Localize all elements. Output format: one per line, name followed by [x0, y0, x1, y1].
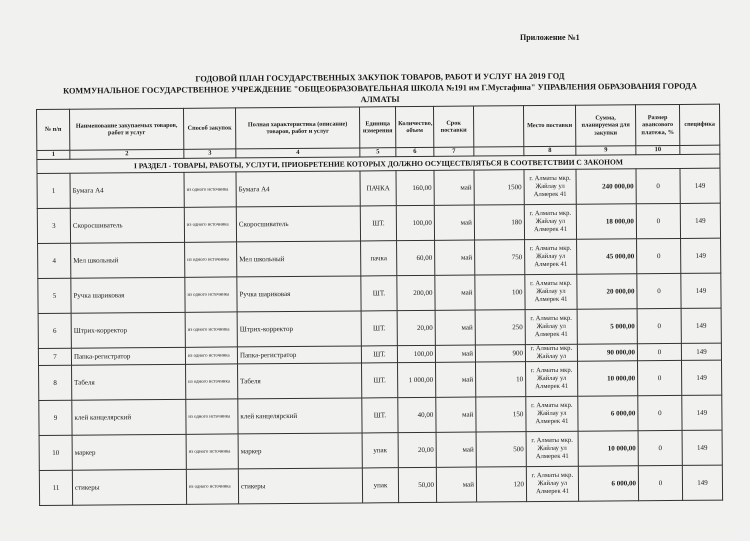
quantity: 100,00	[397, 345, 435, 362]
column-number: 3	[184, 149, 236, 158]
unit-of-measure: ШТ.	[362, 363, 398, 398]
planned-sum: 6 000,00	[578, 396, 638, 431]
procurement-method: из одного источника	[184, 172, 236, 207]
item-description: Ручка шариковая	[237, 276, 361, 312]
table-row	[39, 360, 722, 400]
col-header: Полная характеристика (описание) товаров, работ и услуг	[235, 107, 359, 149]
specifics-code: 149	[681, 273, 721, 308]
document-title	[40, 69, 720, 107]
quantity: 20,00	[397, 310, 435, 345]
appendix-label: Приложение №1	[520, 33, 580, 42]
unit-of-measure: ШТ.	[362, 398, 398, 433]
item-description: маркер	[238, 433, 362, 469]
row-number: 8	[39, 365, 72, 400]
item-description: Мел школьный	[237, 241, 361, 277]
column-number: 10	[636, 145, 680, 154]
delivery-place: г. Алматы мкр. Жайлау ул	[525, 344, 577, 361]
column-number: 9	[576, 146, 636, 155]
delivery-term: май	[436, 362, 476, 397]
item-description: Папка-регистратор	[237, 346, 361, 364]
procurement-method: из одного источника	[185, 277, 237, 312]
specifics-code: 149	[680, 168, 720, 203]
col-header: Место поставки	[523, 105, 575, 146]
delivery-place: г. Алматы мкр. Жайлау ул Алмерек 41	[525, 361, 577, 396]
delivery-place: г. Алматы мкр. Жайлау ул Алмерек 41	[526, 466, 578, 501]
item-description: Скоросшиватель	[236, 206, 360, 242]
column-number: 8	[524, 146, 576, 155]
row-number: 9	[39, 400, 72, 435]
col-header: Единица измерения	[359, 107, 395, 148]
item-name: Табеля	[72, 364, 186, 400]
advance-payment: 0	[638, 430, 682, 465]
col-header: Наименование закупаемых товаров, работ и услуг	[70, 108, 184, 150]
procurement-method: из одного источника	[186, 469, 238, 504]
planned-sum: 240 000,00	[576, 169, 636, 204]
col-header: Сумма, планируемая для закупки	[575, 105, 635, 146]
table-row	[39, 395, 722, 435]
quantity: 20,00	[398, 432, 436, 467]
column-number: 7	[434, 147, 474, 156]
quantity: 200,00	[397, 275, 435, 310]
unit-price: 750	[475, 240, 525, 275]
unit-of-measure: упак	[362, 433, 398, 468]
quantity: 50,00	[398, 467, 436, 502]
unit-price: 150	[476, 397, 526, 432]
procurement-method: из одного источника	[185, 242, 237, 277]
advance-payment: 0	[637, 360, 681, 395]
column-number: 1	[37, 150, 70, 159]
row-number: 11	[39, 470, 72, 505]
item-name: маркер	[72, 434, 186, 470]
delivery-term: май	[435, 275, 475, 310]
procurement-method: из одного источника	[186, 364, 238, 399]
row-number: 4	[38, 243, 71, 278]
unit-of-measure: ПАЧКА	[360, 171, 396, 206]
table-header-row	[37, 104, 720, 150]
delivery-place: г. Алматы мкр. Жайлау ул Алмерек 41	[525, 309, 577, 344]
specifics-code: 149	[682, 395, 722, 430]
planned-sum: 5 000,00	[577, 309, 637, 344]
table-row	[39, 465, 722, 505]
col-header: Количество, объем	[395, 106, 433, 147]
item-name: Бумага А4	[70, 172, 184, 208]
unit-price: 10	[476, 362, 526, 397]
item-name: Ручка шариковая	[71, 277, 185, 313]
row-number: 5	[38, 278, 71, 313]
delivery-term: май	[434, 205, 474, 240]
column-number: 2	[70, 149, 184, 159]
delivery-term: май	[435, 310, 475, 345]
table-row	[38, 238, 721, 278]
unit-price: 250	[475, 310, 525, 345]
row-number: 3	[37, 208, 70, 243]
unit-of-measure: упак	[362, 468, 398, 503]
specifics-code: 149	[682, 430, 722, 465]
delivery-place: г. Алматы мкр. Жайлау ул Алмерек 41	[524, 169, 576, 204]
title-line: КОММУНАЛЬНОЕ ГОСУДАРСТВЕННОЕ УЧРЕЖДЕНИЕ "ОБЩЕОБРАЗОВАТЕЛЬНАЯ ШКОЛА №191 им Г.Мустафина" УПРАВЛЕНИЯ ОБРАЗОВАНИЯ ГОРОДА	[63, 81, 697, 96]
quantity: 60,00	[397, 240, 435, 275]
delivery-place: г. Алматы мкр. Жайлау ул Алмерек 41	[526, 431, 578, 466]
delivery-term: май	[436, 397, 476, 432]
unit-of-measure: пачка	[361, 241, 397, 276]
advance-payment: 0	[638, 465, 682, 500]
procurement-method: из одного источника	[186, 434, 238, 469]
specifics-code: 149	[681, 238, 721, 273]
col-header: Размер авансового платежа, %	[635, 104, 679, 145]
item-name: Штрих-корректор	[71, 312, 185, 348]
delivery-place: г. Алматы мкр. Жайлау ул Алмерек 41	[525, 274, 577, 309]
delivery-place: г. Алматы мкр. Жайлау ул Алмерек 41	[525, 239, 577, 274]
advance-payment: 0	[637, 273, 681, 308]
delivery-place: г. Алматы мкр. Жайлау ул Алмерек 41	[526, 396, 578, 431]
item-description: клей канцелярский	[238, 398, 362, 434]
planned-sum: 90 000,00	[577, 344, 637, 361]
unit-price: 1500	[474, 170, 524, 205]
column-number: 5	[360, 148, 396, 157]
col-header	[473, 106, 523, 147]
unit-price: 120	[476, 467, 526, 502]
unit-price: 100	[475, 275, 525, 310]
item-description: Штрих-корректор	[237, 311, 361, 347]
advance-payment: 0	[637, 343, 681, 360]
column-number	[474, 147, 524, 156]
title-line: ГОДОВОЙ ПЛАН ГОСУДАРСТВЕННЫХ ЗАКУПОК ТОВАРОВ, РАБОТ И УСЛУГ НА 2019 ГОД	[195, 71, 565, 84]
quantity: 1 000,00	[398, 362, 436, 397]
specifics-code: 149	[682, 465, 722, 500]
specifics-code: 149	[681, 343, 721, 360]
row-number: 1	[37, 173, 70, 208]
unit-of-measure: ШТ.	[361, 311, 397, 346]
specifics-code: 149	[680, 203, 720, 238]
unit-price: 900	[475, 345, 525, 362]
planned-sum: 20 000,00	[577, 274, 637, 309]
col-header: Способ закупок	[183, 108, 235, 149]
column-number: 4	[236, 148, 360, 158]
item-name: клей канцелярский	[72, 399, 186, 435]
quantity: 40,00	[398, 397, 436, 432]
delivery-term: май	[436, 432, 476, 467]
advance-payment: 0	[636, 203, 680, 238]
quantity: 100,00	[396, 205, 434, 240]
unit-price: 500	[476, 432, 526, 467]
delivery-term: май	[436, 467, 476, 502]
unit-of-measure: ШТ.	[361, 346, 397, 363]
col-header: № п/п	[37, 109, 70, 150]
advance-payment: 0	[638, 395, 682, 430]
table-row	[38, 308, 721, 348]
table-row	[38, 273, 721, 313]
unit-of-measure: ШТ.	[361, 276, 397, 311]
unit-of-measure: ШТ.	[360, 206, 396, 241]
procurement-method: из одного источника	[186, 399, 238, 434]
planned-sum: 18 000,00	[576, 204, 636, 239]
delivery-place: г. Алматы мкр. Жайлау ул Алмерек 41	[524, 204, 576, 239]
row-number: 10	[39, 435, 72, 470]
item-name: Мел школьный	[71, 242, 185, 278]
row-number: 6	[38, 313, 71, 348]
procurement-method: из одного источника	[184, 207, 236, 242]
table-row	[39, 430, 722, 470]
column-number	[680, 145, 720, 154]
specifics-code: 149	[681, 308, 721, 343]
row-number: 7	[38, 348, 71, 365]
specifics-code: 149	[681, 360, 721, 395]
title-line: АЛМАТЫ	[360, 94, 400, 105]
quantity: 160,00	[396, 170, 434, 205]
table-row	[37, 168, 720, 208]
col-header: Срок поставки	[433, 106, 473, 147]
item-description: стикеры	[238, 468, 362, 504]
delivery-term: май	[435, 345, 475, 362]
item-name: Папка-регистратор	[71, 347, 185, 365]
procurement-table	[36, 104, 723, 506]
section-title: I РАЗДЕЛ - ТОВАРЫ, РАБОТЫ, УСЛУГИ, ПРИОБРЕТЕНИЕ КОТОРЫХ ДОЛЖНО ОСУЩЕСТВЛЯТЬСЯ В СООТВЕТСТВИИ С ЗАКОНОМ	[37, 154, 720, 173]
column-number: 6	[396, 147, 434, 156]
table-row	[37, 203, 720, 243]
procurement-method: из одного источника	[185, 312, 237, 347]
item-name: стикеры	[72, 469, 186, 505]
delivery-term: май	[435, 240, 475, 275]
advance-payment: 0	[637, 308, 681, 343]
advance-payment: 0	[637, 238, 681, 273]
procurement-method: из одного источника	[185, 347, 237, 364]
planned-sum: 6 000,00	[578, 466, 638, 501]
item-description: Бумага А4	[236, 171, 360, 207]
col-header: специфика	[679, 104, 719, 145]
planned-sum: 10 000,00	[578, 431, 638, 466]
delivery-term: май	[434, 170, 474, 205]
advance-payment: 0	[636, 168, 680, 203]
item-description: Табеля	[238, 363, 362, 399]
planned-sum: 45 000,00	[577, 239, 637, 274]
item-name: Скоросшиватель	[70, 207, 184, 243]
planned-sum: 10 000,00	[577, 361, 637, 396]
unit-price: 180	[474, 205, 524, 240]
